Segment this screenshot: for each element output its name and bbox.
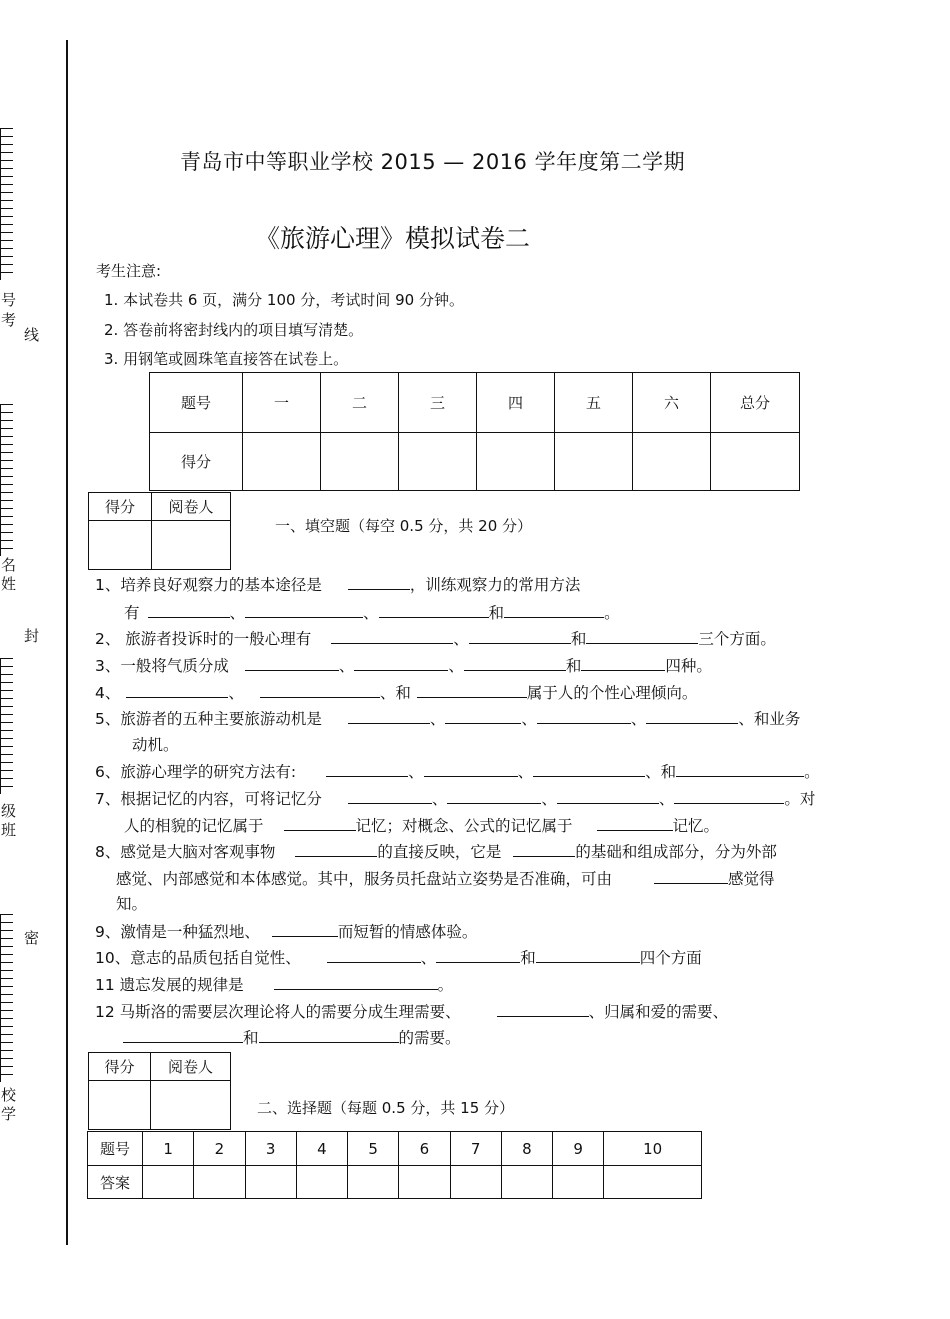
side-xiao: 校 <box>1 1086 17 1104</box>
question-8-cont: 感觉、内部感觉和本体感觉。其中，服务员托盘站立姿势是否准确，可由 感觉得 <box>116 870 775 888</box>
binding-line <box>66 40 68 1245</box>
answer-blank[interactable] <box>513 841 575 857</box>
grader-reviewer-label: 阅卷人 <box>152 493 231 521</box>
side-kao: 考 <box>1 311 17 329</box>
notice-head: 考生注意: <box>96 262 162 280</box>
answer-blank[interactable] <box>447 788 541 804</box>
score-header: 三 <box>399 373 477 433</box>
answer-cell[interactable] <box>194 1166 245 1199</box>
answer-blank[interactable] <box>295 841 377 857</box>
score-header: 五 <box>555 373 633 433</box>
score-cell[interactable] <box>243 433 321 491</box>
score-header: 总分 <box>711 373 800 433</box>
answer-blank[interactable] <box>272 921 338 937</box>
grader-score-cell[interactable] <box>89 1081 151 1130</box>
answer-blank[interactable] <box>464 655 566 671</box>
answer-blank[interactable] <box>654 868 728 884</box>
answer-num: 4 <box>296 1132 347 1166</box>
answer-blank[interactable] <box>126 682 228 698</box>
answer-blank[interactable] <box>348 574 410 590</box>
notice-item-3: 3. 用钢笔或圆珠笔直接答在试卷上。 <box>104 350 349 368</box>
answer-blank[interactable] <box>123 1027 243 1043</box>
answer-num: 10 <box>604 1132 702 1166</box>
answer-blank[interactable] <box>274 974 438 990</box>
answer-blank[interactable] <box>537 708 631 724</box>
question-8: 8、感觉是大脑对客观事物 的直接反映，它是 的基础和组成部分，分为外部 <box>95 843 777 861</box>
score-header: 六 <box>633 373 711 433</box>
answer-num: 5 <box>348 1132 399 1166</box>
answer-blank[interactable] <box>597 815 673 831</box>
notice-item-1: 1. 本试卷共 6 页，满分 100 分，考试时间 90 分钟。 <box>104 291 464 309</box>
question-6: 6、旅游心理学的研究方法有: 、 、 、和 。 <box>95 763 820 781</box>
answer-blank[interactable] <box>348 788 432 804</box>
answer-num: 3 <box>245 1132 296 1166</box>
question-12-cont: 和 的需要。 <box>123 1027 461 1048</box>
grader-box-1 <box>88 492 231 570</box>
answer-cell[interactable] <box>296 1166 347 1199</box>
answer-blank[interactable] <box>424 761 518 777</box>
answer-cell[interactable] <box>604 1166 702 1199</box>
answer-blank[interactable] <box>504 602 604 618</box>
answer-table-label: 答案 <box>88 1166 143 1199</box>
question-5: 5、旅游者的五种主要旅游动机是 、 、 、 、和业务 <box>95 710 801 728</box>
answer-num: 2 <box>194 1132 245 1166</box>
answer-blank[interactable] <box>674 788 784 804</box>
grader-reviewer-cell[interactable] <box>151 1081 231 1130</box>
answer-cell[interactable] <box>245 1166 296 1199</box>
answer-cell[interactable] <box>143 1166 194 1199</box>
answer-cell[interactable] <box>348 1166 399 1199</box>
answer-blank[interactable] <box>533 761 645 777</box>
side-xue: 学 <box>1 1105 17 1123</box>
question-8-cont2: 知。 <box>116 895 148 913</box>
answer-blank[interactable] <box>417 682 527 698</box>
answer-blank[interactable] <box>284 815 356 831</box>
grader-score-label: 得分 <box>89 1053 151 1081</box>
answer-cell[interactable] <box>501 1166 552 1199</box>
side-ji: 级 <box>1 802 17 820</box>
score-cell[interactable] <box>477 433 555 491</box>
answer-table <box>87 1131 702 1199</box>
notice-item-2: 2. 答卷前将密封线内的项目填写清楚。 <box>104 321 364 339</box>
answer-cell[interactable] <box>450 1166 501 1199</box>
answer-blank[interactable] <box>245 602 363 618</box>
side-xing: 姓 <box>1 575 17 593</box>
question-11: 11 遗忘发展的规律是 。 <box>95 976 454 994</box>
side-hao: 号 <box>1 291 17 309</box>
answer-table-label: 题号 <box>88 1132 143 1166</box>
side-ming: 名 <box>1 556 17 574</box>
answer-blank[interactable] <box>326 761 408 777</box>
grader-box-2 <box>88 1052 231 1130</box>
section-1-title: 一、填空题（每空 0.5 分，共 20 分） <box>275 517 533 535</box>
answer-cell[interactable] <box>399 1166 450 1199</box>
dashed-fill-1 <box>0 128 13 280</box>
question-1-cont: 有 、 、 和 。 <box>124 604 620 622</box>
question-4: 4、 、 、和 属于人的个性心理倾向。 <box>95 684 698 702</box>
question-10: 10、意志的品质包括自觉性、 、 和 四个方面 <box>95 949 702 967</box>
question-7: 7、根据记忆的内容，可将记忆分 、 、 、 。对 <box>95 790 816 808</box>
answer-blank[interactable] <box>260 682 380 698</box>
grader-score-cell[interactable] <box>89 521 152 570</box>
answer-blank[interactable] <box>676 761 804 777</box>
answer-blank[interactable] <box>646 708 738 724</box>
answer-blank[interactable] <box>259 1027 399 1043</box>
question-2: 2、 旅游者投诉时的一般心理有 、 和 三个方面。 <box>95 630 776 648</box>
score-cell[interactable] <box>633 433 711 491</box>
question-1: 1、培养良好观察力的基本途径是 ，训练观察力的常用方法 <box>95 576 581 594</box>
question-3: 3、一般将气质分成 、 、 和 四种。 <box>95 657 712 675</box>
section-2-title: 二、选择题（每题 0.5 分，共 15 分） <box>257 1099 515 1117</box>
answer-blank[interactable] <box>148 602 230 618</box>
grader-reviewer-cell[interactable] <box>152 521 231 570</box>
answer-blank[interactable] <box>445 708 521 724</box>
answer-blank[interactable] <box>245 655 339 671</box>
question-12: 12 马斯洛的需要层次理论将人的需要分成生理需要、 、归属和爱的需要、 <box>95 1003 729 1021</box>
answer-blank[interactable] <box>497 1001 589 1017</box>
answer-blank[interactable] <box>348 708 430 724</box>
answer-num: 6 <box>399 1132 450 1166</box>
question-9: 9、激情是一种猛烈地、 而短暂的情感体验。 <box>95 923 478 941</box>
answer-num: 1 <box>143 1132 194 1166</box>
score-header: 四 <box>477 373 555 433</box>
answer-num: 8 <box>501 1132 552 1166</box>
answer-blank[interactable] <box>379 602 489 618</box>
score-table <box>149 372 800 491</box>
score-header: 题号 <box>150 373 243 433</box>
question-7-cont: 人的相貌的记忆属于 记忆；对概念、公式的记忆属于 记忆。 <box>124 817 720 835</box>
side-mi: 密 <box>24 929 40 947</box>
answer-blank[interactable] <box>586 628 698 644</box>
score-header: 二 <box>321 373 399 433</box>
answer-blank[interactable] <box>331 628 453 644</box>
grader-score-label: 得分 <box>89 493 152 521</box>
grader-reviewer-label: 阅卷人 <box>151 1053 231 1081</box>
dashed-fill-4 <box>0 914 13 1082</box>
score-cell[interactable] <box>321 433 399 491</box>
side-xian: 线 <box>24 326 40 344</box>
answer-blank[interactable] <box>581 655 665 671</box>
answer-blank[interactable] <box>354 655 448 671</box>
side-feng: 封 <box>24 627 40 645</box>
exam-title: 《旅游心理》模拟试卷二 <box>255 224 531 253</box>
answer-cell[interactable] <box>553 1166 604 1199</box>
score-cell[interactable] <box>399 433 477 491</box>
score-cell[interactable] <box>711 433 800 491</box>
dashed-fill-2 <box>0 404 13 556</box>
answer-num: 7 <box>450 1132 501 1166</box>
dashed-fill-3 <box>0 658 13 794</box>
exam-header: 青岛市中等职业学校 2015 — 2016 学年度第二学期 <box>180 150 686 174</box>
answer-num: 9 <box>553 1132 604 1166</box>
answer-blank[interactable] <box>436 947 520 963</box>
answer-blank[interactable] <box>557 788 659 804</box>
score-row-label: 得分 <box>150 433 243 491</box>
side-ban: 班 <box>1 821 17 839</box>
score-cell[interactable] <box>555 433 633 491</box>
answer-blank[interactable] <box>469 628 571 644</box>
score-header: 一 <box>243 373 321 433</box>
answer-blank[interactable] <box>536 947 640 963</box>
answer-blank[interactable] <box>327 947 421 963</box>
question-5-cont: 动机。 <box>132 736 179 754</box>
